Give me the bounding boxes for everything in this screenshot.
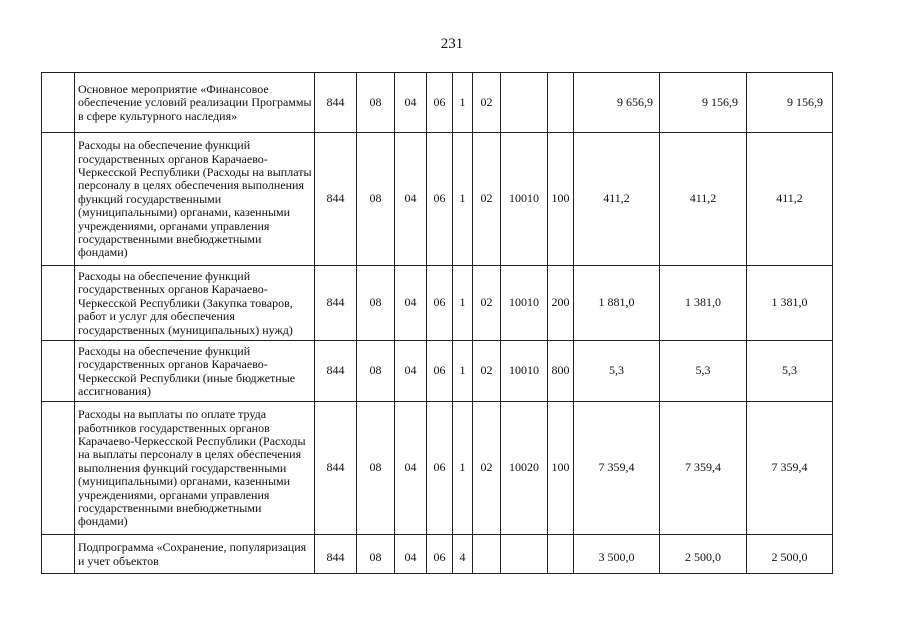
subprogram-code-cell: 1 bbox=[453, 73, 473, 133]
amount-year3-cell: 9 156,9 bbox=[747, 73, 833, 133]
amount-year1-cell: 5,3 bbox=[574, 341, 660, 402]
table-row bbox=[42, 535, 833, 574]
expense-type-cell bbox=[548, 73, 574, 133]
subprogram-code-cell: 1 bbox=[453, 402, 473, 535]
subsection-code-cell: 04 bbox=[395, 133, 427, 266]
event-code-cell: 02 bbox=[473, 402, 501, 535]
ministry-code-cell: 844 bbox=[315, 341, 357, 402]
description-cell: Подпрограмма «Сохранение, популяризация и учет объектов bbox=[75, 535, 315, 574]
section-code-cell: 08 bbox=[357, 266, 395, 341]
amount-year1-cell: 1 881,0 bbox=[574, 266, 660, 341]
event-code-cell: 02 bbox=[473, 341, 501, 402]
direction-code-cell: 10010 bbox=[501, 341, 548, 402]
amount-year1-cell: 411,2 bbox=[574, 133, 660, 266]
direction-code-cell: 10010 bbox=[501, 133, 548, 266]
table-row bbox=[42, 341, 833, 402]
section-code-cell: 08 bbox=[357, 402, 395, 535]
amount-year3-cell: 411,2 bbox=[747, 133, 833, 266]
ministry-code-cell: 844 bbox=[315, 402, 357, 535]
section-code-cell: 08 bbox=[357, 133, 395, 266]
table-row bbox=[42, 73, 833, 133]
amount-year2-cell: 1 381,0 bbox=[660, 266, 747, 341]
amount-year1-cell: 9 656,9 bbox=[574, 73, 660, 133]
direction-code-cell bbox=[501, 535, 548, 574]
expense-type-cell: 100 bbox=[548, 402, 574, 535]
amount-year3-cell: 2 500,0 bbox=[747, 535, 833, 574]
row-number-cell bbox=[42, 266, 75, 341]
row-number-cell bbox=[42, 535, 75, 574]
subprogram-code-cell: 4 bbox=[453, 535, 473, 574]
description-cell: Расходы на обеспечение функций государственных органов Карачаево-Черкесской Республики (Закупка товаров, работ и услуг для обеспечения государственных (муниципальных) нужд) bbox=[75, 266, 315, 341]
subsection-code-cell: 04 bbox=[395, 341, 427, 402]
subprogram-code-cell: 1 bbox=[453, 266, 473, 341]
ministry-code-cell: 844 bbox=[315, 266, 357, 341]
event-code-cell: 02 bbox=[473, 133, 501, 266]
program-code-cell: 06 bbox=[427, 341, 453, 402]
amount-year2-cell: 9 156,9 bbox=[660, 73, 747, 133]
ministry-code-cell: 844 bbox=[315, 73, 357, 133]
section-code-cell: 08 bbox=[357, 535, 395, 574]
description-cell: Расходы на обеспечение функций государственных органов Карачаево-Черкесской Республики (Расходы на выплаты персоналу в целях обеспечения выполнения функций государственными (муниципальными) органами, казенными учреждениями, органами управления государственными внебюджетными фондами) bbox=[75, 133, 315, 266]
ministry-code-cell: 844 bbox=[315, 133, 357, 266]
description-cell: Расходы на обеспечение функций государственных органов Карачаево-Черкесской Республики (иные бюджетные ассигнования) bbox=[75, 341, 315, 402]
direction-code-cell: 10010 bbox=[501, 266, 548, 341]
subsection-code-cell: 04 bbox=[395, 402, 427, 535]
amount-year2-cell: 411,2 bbox=[660, 133, 747, 266]
row-number-cell bbox=[42, 133, 75, 266]
direction-code-cell: 10020 bbox=[501, 402, 548, 535]
row-number-cell bbox=[42, 73, 75, 133]
section-code-cell: 08 bbox=[357, 73, 395, 133]
event-code-cell: 02 bbox=[473, 266, 501, 341]
program-code-cell: 06 bbox=[427, 133, 453, 266]
amount-year1-cell: 7 359,4 bbox=[574, 402, 660, 535]
program-code-cell: 06 bbox=[427, 402, 453, 535]
row-number-cell bbox=[42, 341, 75, 402]
program-code-cell: 06 bbox=[427, 535, 453, 574]
ministry-code-cell: 844 bbox=[315, 535, 357, 574]
table-row bbox=[42, 266, 833, 341]
page-number: 231 bbox=[440, 36, 464, 52]
amount-year1-cell: 3 500,0 bbox=[574, 535, 660, 574]
expense-type-cell: 800 bbox=[548, 341, 574, 402]
row-number-cell bbox=[42, 402, 75, 535]
amount-year3-cell: 5,3 bbox=[747, 341, 833, 402]
section-code-cell: 08 bbox=[357, 341, 395, 402]
event-code-cell: 02 bbox=[473, 73, 501, 133]
budget-table bbox=[41, 72, 833, 574]
expense-type-cell bbox=[548, 535, 574, 574]
subprogram-code-cell: 1 bbox=[453, 341, 473, 402]
table-row bbox=[42, 402, 833, 535]
subsection-code-cell: 04 bbox=[395, 266, 427, 341]
program-code-cell: 06 bbox=[427, 73, 453, 133]
event-code-cell bbox=[473, 535, 501, 574]
subsection-code-cell: 04 bbox=[395, 73, 427, 133]
amount-year2-cell: 2 500,0 bbox=[660, 535, 747, 574]
description-cell: Основное мероприятие «Финансовое обеспечение условий реализации Программы в сфере культурного наследия» bbox=[75, 73, 315, 133]
subsection-code-cell: 04 bbox=[395, 535, 427, 574]
program-code-cell: 06 bbox=[427, 266, 453, 341]
amount-year2-cell: 5,3 bbox=[660, 341, 747, 402]
expense-type-cell: 200 bbox=[548, 266, 574, 341]
direction-code-cell bbox=[501, 73, 548, 133]
amount-year3-cell: 7 359,4 bbox=[747, 402, 833, 535]
expense-type-cell: 100 bbox=[548, 133, 574, 266]
amount-year3-cell: 1 381,0 bbox=[747, 266, 833, 341]
subprogram-code-cell: 1 bbox=[453, 133, 473, 266]
description-cell: Расходы на выплаты по оплате труда работников государственных органов Карачаево-Черкесской Республики (Расходы на выплаты персоналу в целях обеспечения выполнения функций государственными (муниципальными) органами, казенными учреждениями, органами управления государственными внебюджетными фондами) bbox=[75, 402, 315, 535]
table-row bbox=[42, 133, 833, 266]
amount-year2-cell: 7 359,4 bbox=[660, 402, 747, 535]
